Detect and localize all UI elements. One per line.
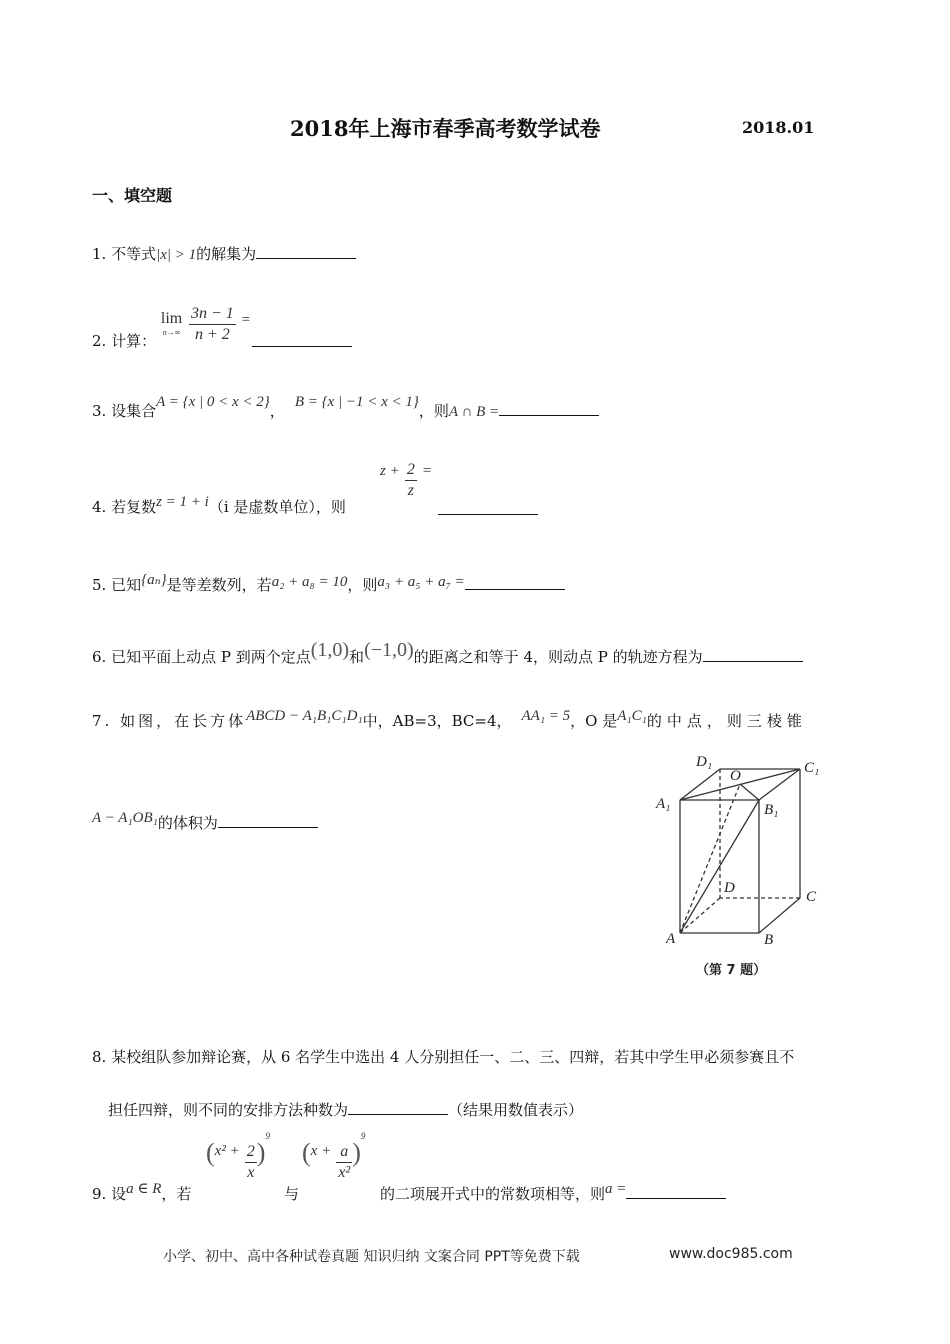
binomial-2: (x + $\frac{a}{\text{x²}}$ )$^9$ [302, 1130, 366, 1181]
cuboid-figure [652, 746, 832, 986]
question-5: 5. 已知{aₙ}是等差数列，若a₂ + a₈ = 10，则a₃ + a₅ + a₇ = [92, 574, 565, 595]
cuboid-name: ABCD − A₁B₁C₁D₁ [246, 708, 363, 724]
question-7: 7. 如图，在长方体ABCD − A₁B₁C₁D₁中，AB=3，BC=4， AA₁ = 5，O 是A₁C₁的中点，则三棱锥 [92, 708, 807, 730]
q7-condition: AA₁ = 5 [521, 708, 571, 724]
lim-operator: lim [160, 310, 183, 327]
set-a: A = {x | 0 < x < 2} [156, 394, 270, 410]
lim-subscript: n→∞ [162, 328, 181, 337]
binomial-1-fraction: $\frac{2}{x}$ [246, 1143, 255, 1181]
answer-blank-5[interactable] [465, 575, 565, 590]
edge-d-a [680, 898, 720, 933]
q4-fraction: $\frac{2}{z}$ [406, 461, 415, 499]
point-1: (1,0) [310, 639, 350, 661]
label-d: D [724, 880, 735, 896]
answer-blank-6[interactable] [703, 647, 803, 662]
pyramid-name: A − A₁OB₁ [92, 810, 158, 826]
q3-expr: A ∩ B = [448, 404, 500, 420]
label-a: A [666, 931, 676, 947]
footer-text: 小学、初中、高中各种试卷真题 知识归纳 文案合同 PPT等免费下载 [163, 1249, 580, 1265]
label-d1: D₁ [696, 754, 713, 770]
edge-b-c [759, 898, 800, 933]
q5-condition: a₂ + a₈ = 10 [271, 574, 348, 590]
q9-yu: 与 [284, 1185, 300, 1203]
label-o: O [730, 768, 741, 784]
q4-expression: z + $\frac{2}{z}$ = [380, 461, 433, 499]
question-1: 1. 不等式|x| > 1的解集为 [92, 243, 356, 264]
answer-blank-2[interactable] [252, 332, 352, 347]
page-title: 2018年上海市春季高考数学试卷 [290, 116, 601, 141]
answer-blank-7[interactable] [218, 813, 318, 828]
question-7-line2: A − A₁OB₁的体积为 [92, 812, 318, 833]
seg-o-b1 [740, 784, 759, 800]
label-a1: A₁ [656, 796, 671, 812]
q9-condition: a ∈ R [126, 1181, 162, 1197]
binomial-1: (x² + $\frac{2}{x}$ )$^9$ [206, 1130, 270, 1181]
section-title: 一、填空题 [92, 186, 173, 205]
point-2: (−1,0) [364, 639, 414, 661]
complex-z: z = 1 + i [156, 494, 209, 510]
question-3: 3. 设集合A = {x | 0 < x < 2}， B = {x | −1 < x < 1}，则A ∩ B = [92, 400, 599, 421]
answer-blank-3[interactable] [499, 401, 599, 416]
answer-blank-1[interactable] [256, 244, 356, 259]
exam-date: 2018.01 [742, 118, 815, 137]
question-2: 2. 计算： lim n→∞ $\frac{3n - 1}{n + 2}$ = [92, 305, 251, 350]
question-8: 8. 某校组队参加辩论赛，从 6 名学生中选出 4 人分别担任一、二、三、四辩，若其中学生甲必须参赛且不 [92, 1048, 795, 1066]
q9-expr: a = [605, 1181, 627, 1197]
answer-blank-9[interactable] [626, 1184, 726, 1199]
question-6: 6. 已知平面上动点 P 到两个定点(1,0)和(−1,0)的距离之和等于 4，则动点 P 的轨迹方程为 [92, 645, 803, 668]
question-4: 4. 若复数z = 1 + i（i 是虚数单位），则 [92, 494, 346, 516]
q1-math: |x| > 1 [156, 247, 197, 263]
footer-link[interactable]: www.doc985.com [669, 1246, 793, 1262]
figure-caption: （第 7 题） [696, 963, 767, 978]
binomial-2-fraction: $\frac{a}{\text{x²}}$ [338, 1143, 351, 1181]
label-c1: C₁ [804, 760, 820, 776]
question-8-line2: 担任四辩，则不同的安排方法种数为 （结果用数值表示） [108, 1101, 584, 1119]
label-c: C [806, 889, 817, 905]
label-b: B [764, 932, 774, 948]
answer-blank-4[interactable] [438, 500, 538, 515]
q2-fraction: $\frac{3n - 1}{n + 2}$ [191, 305, 234, 343]
sequence: {aₙ} [141, 572, 167, 588]
q5-expr: a₃ + a₅ + a₇ = [377, 574, 465, 590]
segment-a1c1: A₁C₁ [617, 708, 647, 724]
label-b1: B₁ [764, 802, 779, 818]
question-9: 9. 设a ∈ R，若 [92, 1181, 192, 1203]
question-9-tail: 的二项展开式中的常数项相等，则a = [380, 1183, 726, 1204]
answer-blank-8[interactable] [348, 1100, 448, 1115]
set-b: B = {x | −1 < x < 1} [294, 394, 419, 410]
seg-a-o [680, 784, 740, 933]
